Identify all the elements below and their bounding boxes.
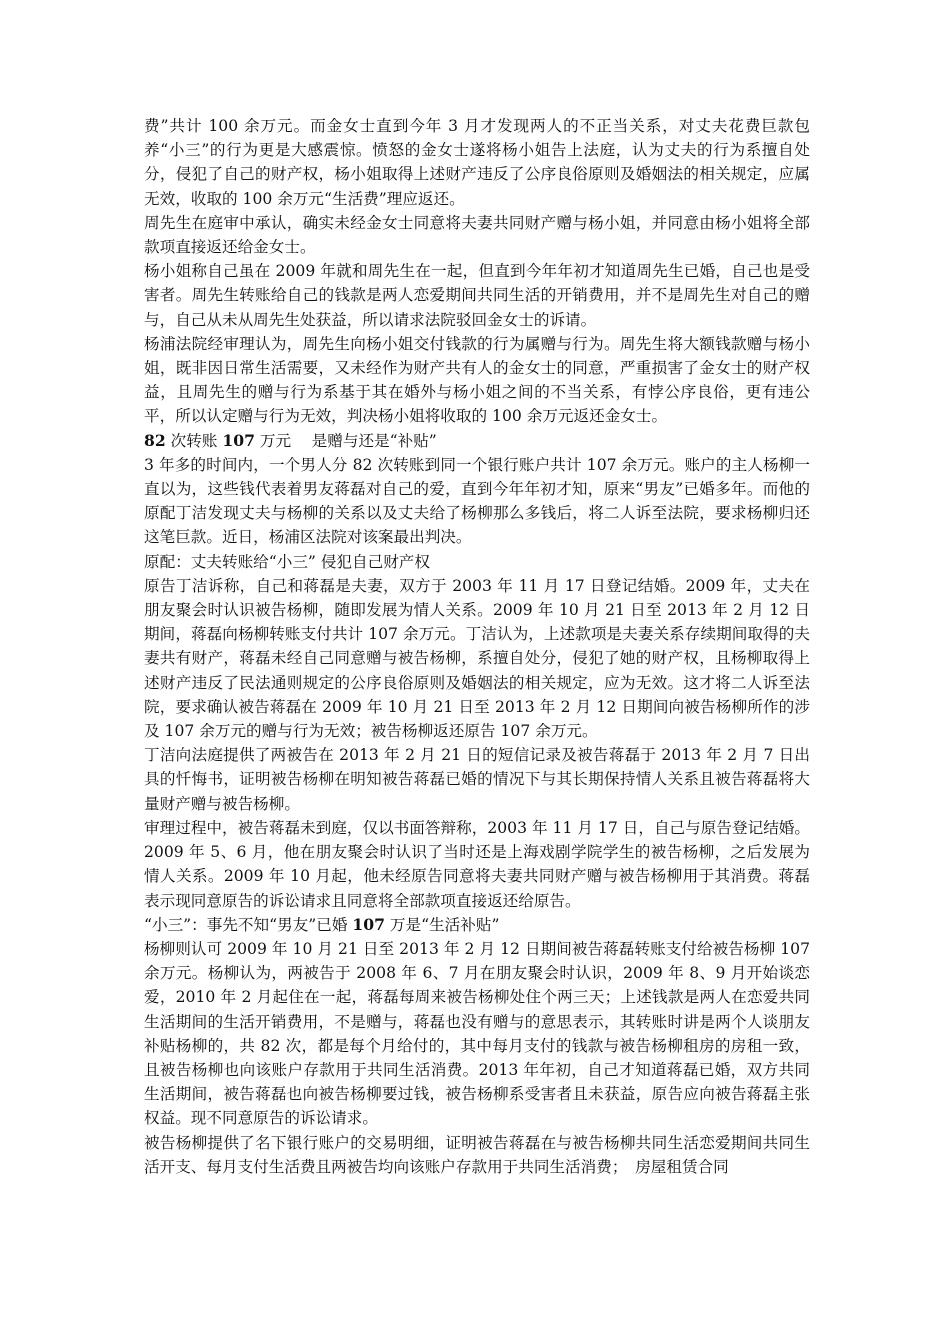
paragraph-3: 杨小姐称自己虽在 2009 年就和周先生在一起，但直到今年年初才知道周先生已婚，自己也是受害者。周先生转账给自己的钱款是两人恋爱期间共同生活的开销费用，并不是周先生对自己的赠与，自己从未从周先生处获益，所以请求法院驳回金女士的诉请。	[144, 262, 810, 329]
paragraph-1: 费”共计 100 余万元。而金女士直到今年 3 月才发现两人的不正当关系，对丈夫花费巨款包养“小三”的行为更是大感震惊。愤怒的金女士遂将杨小姐告上法庭，认为丈夫的行为系擅自处分，侵犯了自己的财产权，杨小姐取得上述财产违反了公序良俗原则及婚姻法的相关规定，应属无效，收取的 100 余万元“生活费”理应返还。	[144, 117, 810, 208]
paragraph-4: 杨浦法院经审理认为，周先生向杨小姐交付钱款的行为属赠与行为。周先生将大额钱款赠与杨小姐，既非因日常生活需要，又未经作为财产共有人的金女士的同意，严重损害了金女士的财产权益，且周先生的赠与行为系基于其在婚外与杨小姐之间的不当关系，有悖公序良俗，更有违公平，所以认定赠与行为无效，判决杨小姐将收取的 100 余万元返还金女士。	[144, 334, 810, 426]
section-heading-transfers	[144, 429, 810, 453]
heading-part: 82	[144, 430, 166, 450]
heading-part: 次转账	[165, 431, 223, 450]
paragraph-2: 周先生在庭审中承认，确实未经金女士同意将夫妻共同财产赠与杨小姐，并同意由杨小姐将全部款项直接返还给金女士。	[144, 213, 810, 257]
paragraph-10: 审理过程中，被告蒋磊未到庭，仅以书面答辩称，2003 年 11 月 17 日，自己与原告登记结婚。2009 年 5、6 月，他在朋友聚会时认识了当时还是上海戏剧学院学生的被告杨柳，之后发展为情人关系。2009 年 10 月起，他未经原告同意将夫妻共同财产赠与被告杨柳用于其消费。蒋磊表示现同意原告的诉讼请求且同意将全部款项直接返还给原告。	[144, 818, 810, 910]
section-heading-spouse: 原配：丈夫转账给“小三” 侵犯自己财产权	[144, 552, 430, 571]
paragraph-13: 被告杨柳提供了名下银行账户的交易明细，证明被告蒋磊在与被告杨柳共同生活恋爱期间共同生活开支、每月支付生活费且两被告均向该账户存款用于共同生活消费； 房屋租赁合同	[144, 1133, 810, 1176]
heading-part: “小三”：事先不知“男友”已婚	[144, 915, 353, 934]
heading-part: 107	[222, 430, 255, 450]
heading-part: 万是“生活补贴”	[384, 915, 500, 934]
paragraph-8: 原告丁洁诉称，自己和蒋磊是夫妻，双方于 2003 年 11 月 17 日登记结婚。2009 年，丈夫在朋友聚会时认识被告杨柳，随即发展为情人关系。2009 年 10 月 21 日至 2013 年 2 月 12 日期间，蒋磊向杨柳转账支付共计 107 余万元。丁洁认为，上述款项是夫妻关系存续期间取得的夫妻共有财产，蒋磊未经自己同意赠与被告杨柳，系擅自处分，侵犯了她的财产权，且杨柳取得上述财产违反了民法通则规定的公序良俗原则及婚姻法的相关规定，应为无效。这才将二人诉至法院，要求确认被告蒋磊在 2009 年 10 月 21 日至 2013 年 2 月 12 日期间向被告杨柳所作的涉及 107 余万元的赠与行为无效；被告杨柳返还原告 107 余万元。	[144, 576, 810, 741]
section-heading-mistress	[144, 913, 810, 937]
document-page	[144, 114, 810, 1179]
paragraph-6: 3 年多的时间内，一个男人分 82 次转账到同一个银行账户共计 107 余万元。账户的主人杨柳一直以为，这些钱代表着男友蒋磊对自己的爱，直到今年年初才知，原来“男友”已婚多年。而他的原配丁洁发现丈夫与杨柳的关系以及丈夫给了杨柳那么多钱后，将二人诉至法院，要求杨柳归还这笔巨款。近日，杨浦区法院对该案最出判决。	[144, 455, 810, 547]
paragraph-12: 杨柳则认可 2009 年 10 月 21 日至 2013 年 2 月 12 日期间被告蒋磊转账支付给被告杨柳 107 余万元。杨柳认为，两被告于 2008 年 6、7 月在朋友聚会时认识，2009 年 8、9 月开始谈恋爱，2010 年 2 月起住在一起，蒋磊每周来被告杨柳处住个两三天；上述钱款是两人在恋爱共同生活期间的生活开销费用，不是赠与，蒋磊也没有赠与的意思表示，其转账时讲是两个人谈朋友补贴杨柳的，共 82 次，都是每个月给付的，其中每月支付的钱款与被告杨柳租房的房租一致，且被告杨柳也向该账户存款用于共同生活消费。2013 年年初，自己才知道蒋磊已婚，双方共同生活期间，被告蒋磊也向被告杨柳要过钱，被告杨柳系受害者且未获益，原告应向被告蒋磊主张权益。现不同意原告的诉讼请求。	[144, 939, 810, 1128]
paragraph-9: 丁洁向法庭提供了两被告在 2013 年 2 月 21 日的短信记录及被告蒋磊于 2013 年 2 月 7 日出具的忏悔书，证明被告杨柳在明知被告蒋磊已婚的情况下与其长期保持情人关系且被告蒋磊将大量财产赠与被告杨柳。	[144, 746, 810, 813]
heading-part: 万元 是赠与还是“补贴”	[254, 431, 437, 450]
heading-part: 107	[352, 914, 385, 934]
